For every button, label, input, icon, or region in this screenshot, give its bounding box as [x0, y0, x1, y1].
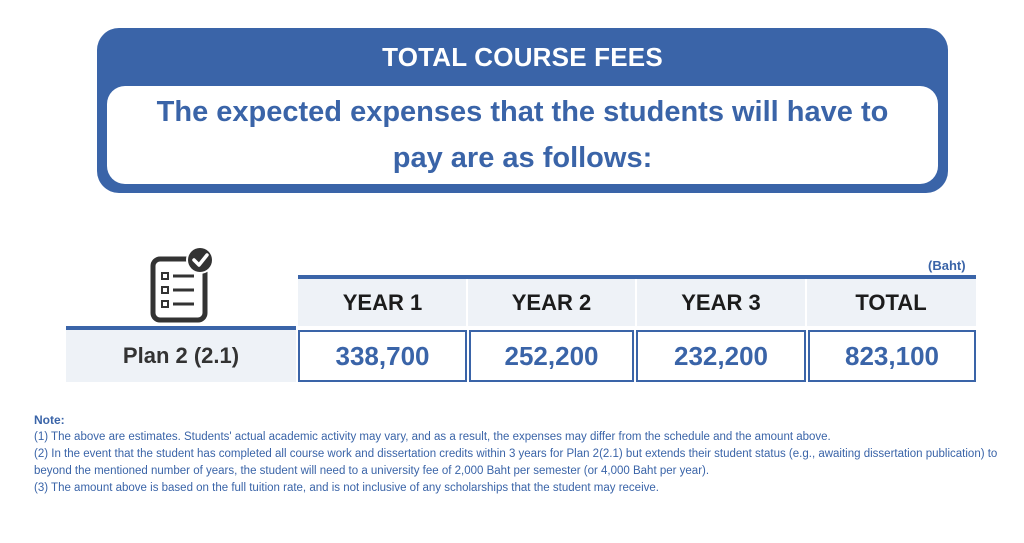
checklist-icon [150, 245, 218, 323]
header-divider [805, 279, 807, 326]
value-year-1: 338,700 [298, 330, 467, 382]
note-item-2: (2) In the event that the student has completed all course work and dissertation credits within 3 years for Plan 2(2.1) but extends their student status (e.g., awaiting dissertation publication) to beyond the mentioned number of years, the student will need to a university fee of 2,000 Baht per semester (or 4,000 Baht per year). [34, 448, 998, 477]
value-year-2: 252,200 [469, 330, 634, 382]
banner-subtitle: The expected expenses that the students will have to pay are as follows: [156, 96, 889, 174]
notes-section [34, 412, 1004, 497]
note-item-3: (3) The amount above is based on the full tuition rate, and is not inclusive of any scholarships that the student may receive. [34, 482, 659, 494]
row-label-plan: Plan 2 (2.1) [66, 330, 296, 382]
title-banner [97, 28, 948, 193]
notes-title: Note: [34, 413, 65, 427]
currency-unit-label: (Baht) [928, 258, 966, 273]
header-divider [466, 279, 468, 326]
value-year-3: 232,200 [636, 330, 806, 382]
note-item-1: (1) The above are estimates. Students' actual academic activity may vary, and as a result, the expenses may differ from the schedule and the amount above. [34, 431, 831, 443]
header-divider [635, 279, 637, 326]
column-header-total: TOTAL [806, 279, 976, 326]
column-header-year-3: YEAR 3 [636, 279, 806, 326]
value-total: 823,100 [808, 330, 976, 382]
column-header-year-1: YEAR 1 [298, 279, 467, 326]
banner-title: TOTAL COURSE FEES [382, 42, 663, 72]
column-header-year-2: YEAR 2 [467, 279, 636, 326]
banner-subtitle-box [107, 86, 938, 184]
